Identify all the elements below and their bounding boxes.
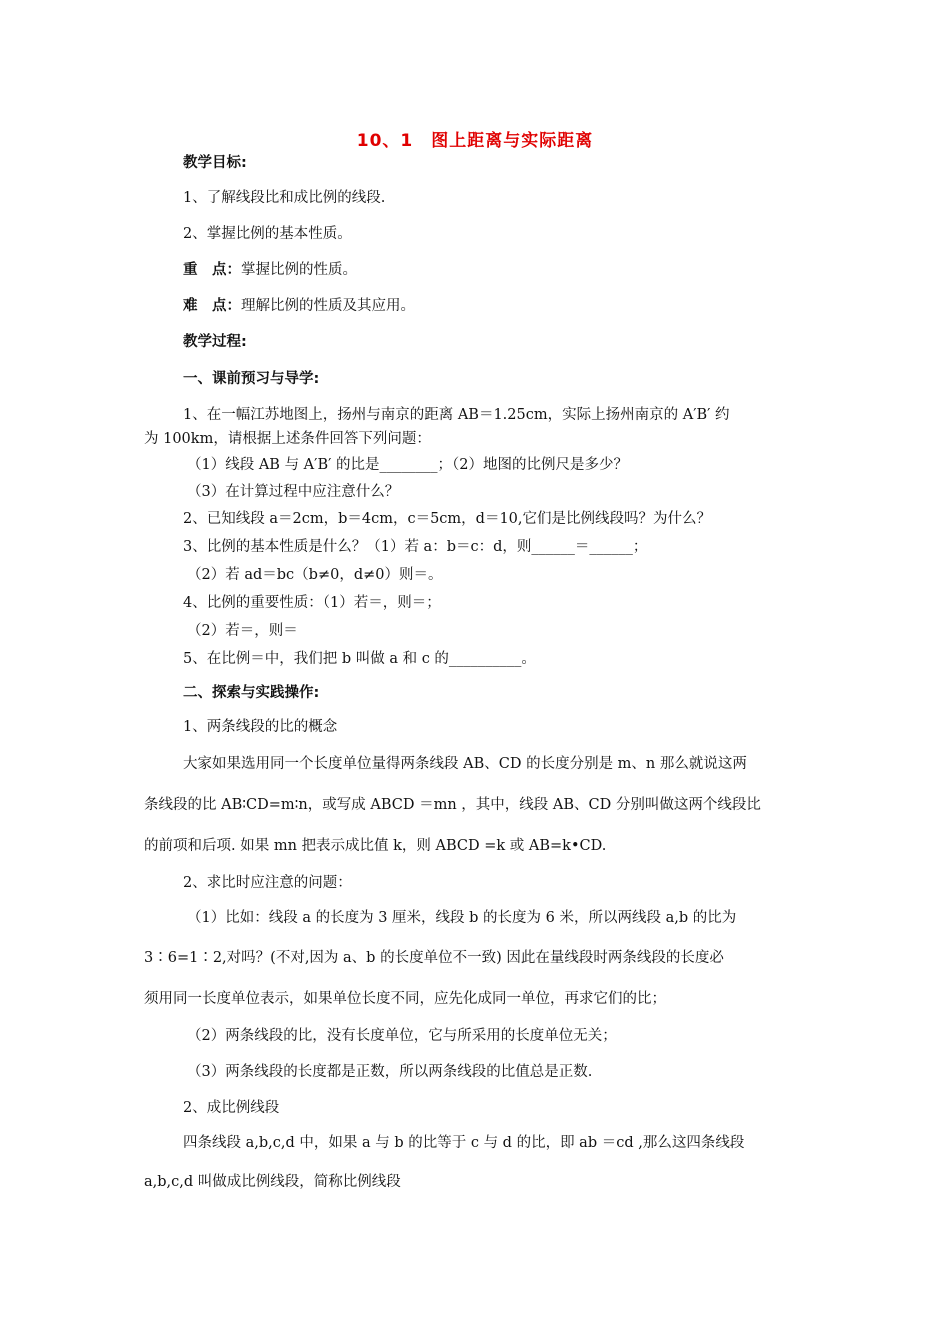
section1-line: 4、比例的重要性质：（1）若＝，则＝； [183, 595, 441, 611]
section1-line: （2）若＝，则＝ [187, 623, 298, 639]
difficulty-text: 理解比例的性质及其应用。 [241, 298, 415, 314]
section2-line: （2）两条线段的比，没有长度单位，它与所采用的长度单位无关； [187, 1028, 617, 1044]
section2-line: 四条线段 a,b,c,d 中，如果 a 与 b 的比等于 c 与 d 的比，即 ab ＝cd ,那么这四条线段 [183, 1135, 745, 1151]
section1-line: 2、已知线段 a＝2cm，b＝4cm，c＝5cm，d＝10,它们是比例线段吗？为什么？ [183, 511, 712, 527]
section2-line: 须用同一长度单位表示，如果单位长度不同，应先化成同一单位，再求它们的比； [144, 991, 666, 1007]
section1-line: 为 100km，请根据上述条件回答下列问题： [144, 431, 431, 447]
key-point-label: 重 点： [183, 262, 241, 278]
goals-heading: 教学目标: [183, 155, 247, 171]
section2-line: 3∶6=1∶2,对吗？(不对,因为 a、b 的长度单位不一致) 因此在量线段时两条线段的长度必 [144, 950, 724, 966]
section2-line: 的前项和后项. 如果 mn 把表示成比值 k，则 ABCD =k 或 AB=k•CD. [144, 838, 607, 854]
section2-line: （3）两条线段的长度都是正数，所以两条线段的比值总是正数. [187, 1064, 593, 1080]
section2-line: （1）比如：线段 a 的长度为 3 厘米，线段 b 的长度为 6 米，所以两线段 a,b 的比为 [187, 910, 737, 926]
section2-line: 条线段的比 AB∶CD=m∶n，或写成 ABCD ＝mn ，其中，线段 AB、CD 分别叫做这两个线段比 [144, 797, 761, 813]
goal-item: 2、掌握比例的基本性质。 [183, 226, 352, 242]
difficulty-label: 难 点： [183, 298, 241, 314]
section2-line: 大家如果选用同一个长度单位量得两条线段 AB、CD 的长度分别是 m、n 那么就说这两 [183, 756, 747, 772]
section2-heading: 二、探索与实践操作: [183, 685, 320, 701]
section1-line: 5、在比例＝中，我们把 b 叫做 a 和 c 的__________。 [183, 651, 536, 667]
process-heading: 教学过程: [183, 334, 247, 350]
section2-line: 2、求比时应注意的问题： [183, 875, 352, 891]
key-point [183, 260, 357, 280]
section1-line: 1、在一幅江苏地图上，扬州与南京的距离 AB＝1.25cm，实际上扬州南京的 A′B′ 约 [183, 407, 730, 423]
section1-line: 3、比例的基本性质是什么？（1）若 a：b＝c：d，则______＝______； [183, 539, 648, 555]
difficulty [183, 296, 415, 316]
section2-line: a,b,c,d 叫做成比例线段，简称比例线段 [144, 1174, 401, 1190]
section2-line: 1、两条线段的比的概念 [183, 719, 338, 735]
section1-heading: 一、课前预习与导学: [183, 371, 320, 387]
section1-line: （2）若 ad＝bc（b≠0，d≠0）则＝。 [187, 567, 443, 583]
key-point-text: 掌握比例的性质。 [241, 262, 357, 278]
page-title: 10、1 图上距离与实际距离 [356, 131, 594, 151]
goal-item: 1、了解线段比和成比例的线段. [183, 190, 386, 206]
section2-line: 2、成比例线段 [183, 1100, 280, 1116]
section1-line: （3）在计算过程中应注意什么？ [187, 484, 400, 500]
section1-line: （1）线段 AB 与 A′B′ 的比是________；（2）地图的比例尺是多少？ [187, 457, 628, 473]
